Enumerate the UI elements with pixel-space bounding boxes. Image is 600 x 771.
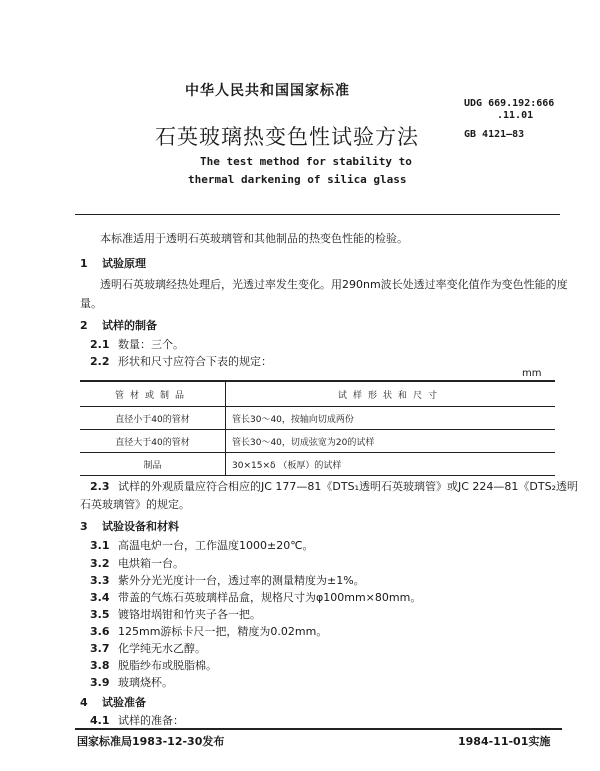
item-text: 镀铬坩埚钳和竹夹子各一把。 xyxy=(118,608,261,621)
english-title-line1: The test method for stability to xyxy=(200,155,412,168)
item-number: 3.7 xyxy=(90,642,110,655)
table-cell-shape: 30×15×δ （板厚）的试样 xyxy=(226,453,556,476)
table-cell-material: 制品 xyxy=(80,453,226,476)
english-title-line2: thermal darkening of silica glass xyxy=(188,173,407,186)
item-text: 高温电炉一台，工作温度1000±20℃。 xyxy=(118,539,314,552)
item-2-3-line1 xyxy=(90,478,578,494)
item-2-2 xyxy=(90,353,272,369)
issued-date: 国家标准局1983-12-30发布 xyxy=(77,735,225,748)
udc-code-line1: UDG 669.192:666 xyxy=(464,98,555,109)
header-divider xyxy=(75,214,560,215)
item-2-2-number: 2.2 xyxy=(90,355,110,368)
table-header-material: 管材或制品 xyxy=(80,381,226,407)
section-3-item xyxy=(90,657,217,673)
table-header-row xyxy=(80,381,555,407)
specimen-table xyxy=(80,380,555,476)
section-2-title: 试样的制备 xyxy=(102,319,157,332)
table-header-shape: 试样形状和尺寸 xyxy=(226,381,556,407)
section-4-heading xyxy=(80,694,146,710)
item-2-1-number: 2.1 xyxy=(90,338,110,351)
section-3-item xyxy=(90,640,206,656)
item-2-3-text: 试样的外观质量应符合相应的JC 177—81《DTS₁透明石英玻璃管》或JC 224—81《DTS₂透明 xyxy=(118,480,578,493)
table-row xyxy=(80,430,555,453)
section-3-title: 试验设备和材料 xyxy=(102,520,179,533)
udc-code-line2: .11.01 xyxy=(497,110,534,121)
gb-code: GB 4121—83 xyxy=(464,129,525,140)
item-number: 3.2 xyxy=(90,557,110,570)
section-3-heading xyxy=(80,518,179,534)
item-4-1-text: 试样的准备： xyxy=(118,714,184,727)
item-text: 电烘箱一台。 xyxy=(118,557,184,570)
section-2-number: 2 xyxy=(80,319,88,332)
section-1-heading xyxy=(80,255,146,271)
item-2-3-number: 2.3 xyxy=(90,480,110,493)
table-row xyxy=(80,407,555,430)
section-1-number: 1 xyxy=(80,257,88,270)
item-4-1 xyxy=(90,712,184,728)
item-number: 3.6 xyxy=(90,625,110,638)
section-3-item xyxy=(90,606,261,622)
section-4-number: 4 xyxy=(80,696,88,709)
item-number: 3.1 xyxy=(90,539,110,552)
item-2-3-line2: 石英玻璃管》的规定。 xyxy=(80,498,190,511)
item-2-1-text: 数量：三个。 xyxy=(118,338,184,351)
effective-date: 1984-11-01实施 xyxy=(458,735,551,748)
section-3-item xyxy=(90,674,173,690)
section-1-text-line2: 量。 xyxy=(80,297,102,310)
item-number: 3.3 xyxy=(90,574,110,587)
section-3-item xyxy=(90,537,314,553)
section-3-item xyxy=(90,589,421,605)
section-3-item xyxy=(90,623,327,639)
item-text: 玻璃烧杯。 xyxy=(118,676,173,689)
section-1-text-line1: 透明石英玻璃经热处理后，光透过率发生变化。用290nm波长处透过率变化值作为变色性能的度 xyxy=(100,278,568,291)
item-2-1 xyxy=(90,336,184,352)
item-4-1-number: 4.1 xyxy=(90,714,110,727)
item-number: 3.4 xyxy=(90,591,110,604)
section-1-title: 试验原理 xyxy=(102,257,146,270)
section-3-number: 3 xyxy=(80,520,88,533)
item-text: 化学纯无水乙醇。 xyxy=(118,642,206,655)
item-text: 125mm游标卡尺一把，精度为0.02mm。 xyxy=(118,625,328,638)
section-3-item xyxy=(90,572,365,588)
page-title: 石英玻璃热变色性试验方法 xyxy=(155,125,419,149)
footer-divider xyxy=(75,728,562,730)
table-cell-material: 直径小于40的管材 xyxy=(80,407,226,430)
standard-name: 中华人民共和国国家标准 xyxy=(185,83,350,99)
section-4-title: 试验准备 xyxy=(102,696,146,709)
table-cell-shape: 管长30～40，按轴向切成两份 xyxy=(226,407,556,430)
section-2-heading xyxy=(80,317,157,333)
item-number: 3.5 xyxy=(90,608,110,621)
table-cell-shape: 管长30～40，切成弦宽为20的试样 xyxy=(226,430,556,453)
section-3-item xyxy=(90,555,184,571)
item-number: 3.9 xyxy=(90,676,110,689)
table-unit: mm xyxy=(522,368,542,379)
item-number: 3.8 xyxy=(90,659,110,672)
table-cell-material: 直径大于40的管材 xyxy=(80,430,226,453)
item-2-2-text: 形状和尺寸应符合下表的规定： xyxy=(118,355,272,368)
item-text: 紫外分光光度计一台，透过率的测量精度为±1%。 xyxy=(118,574,365,587)
intro-text: 本标准适用于透明石英玻璃管和其他制品的热变色性能的检验。 xyxy=(100,232,408,245)
table-row xyxy=(80,453,555,476)
item-text: 带盖的气炼石英玻璃样品盒，规格尺寸为φ100mm×80mm。 xyxy=(118,591,422,604)
item-text: 脱脂纱布或脱脂棉。 xyxy=(118,659,217,672)
